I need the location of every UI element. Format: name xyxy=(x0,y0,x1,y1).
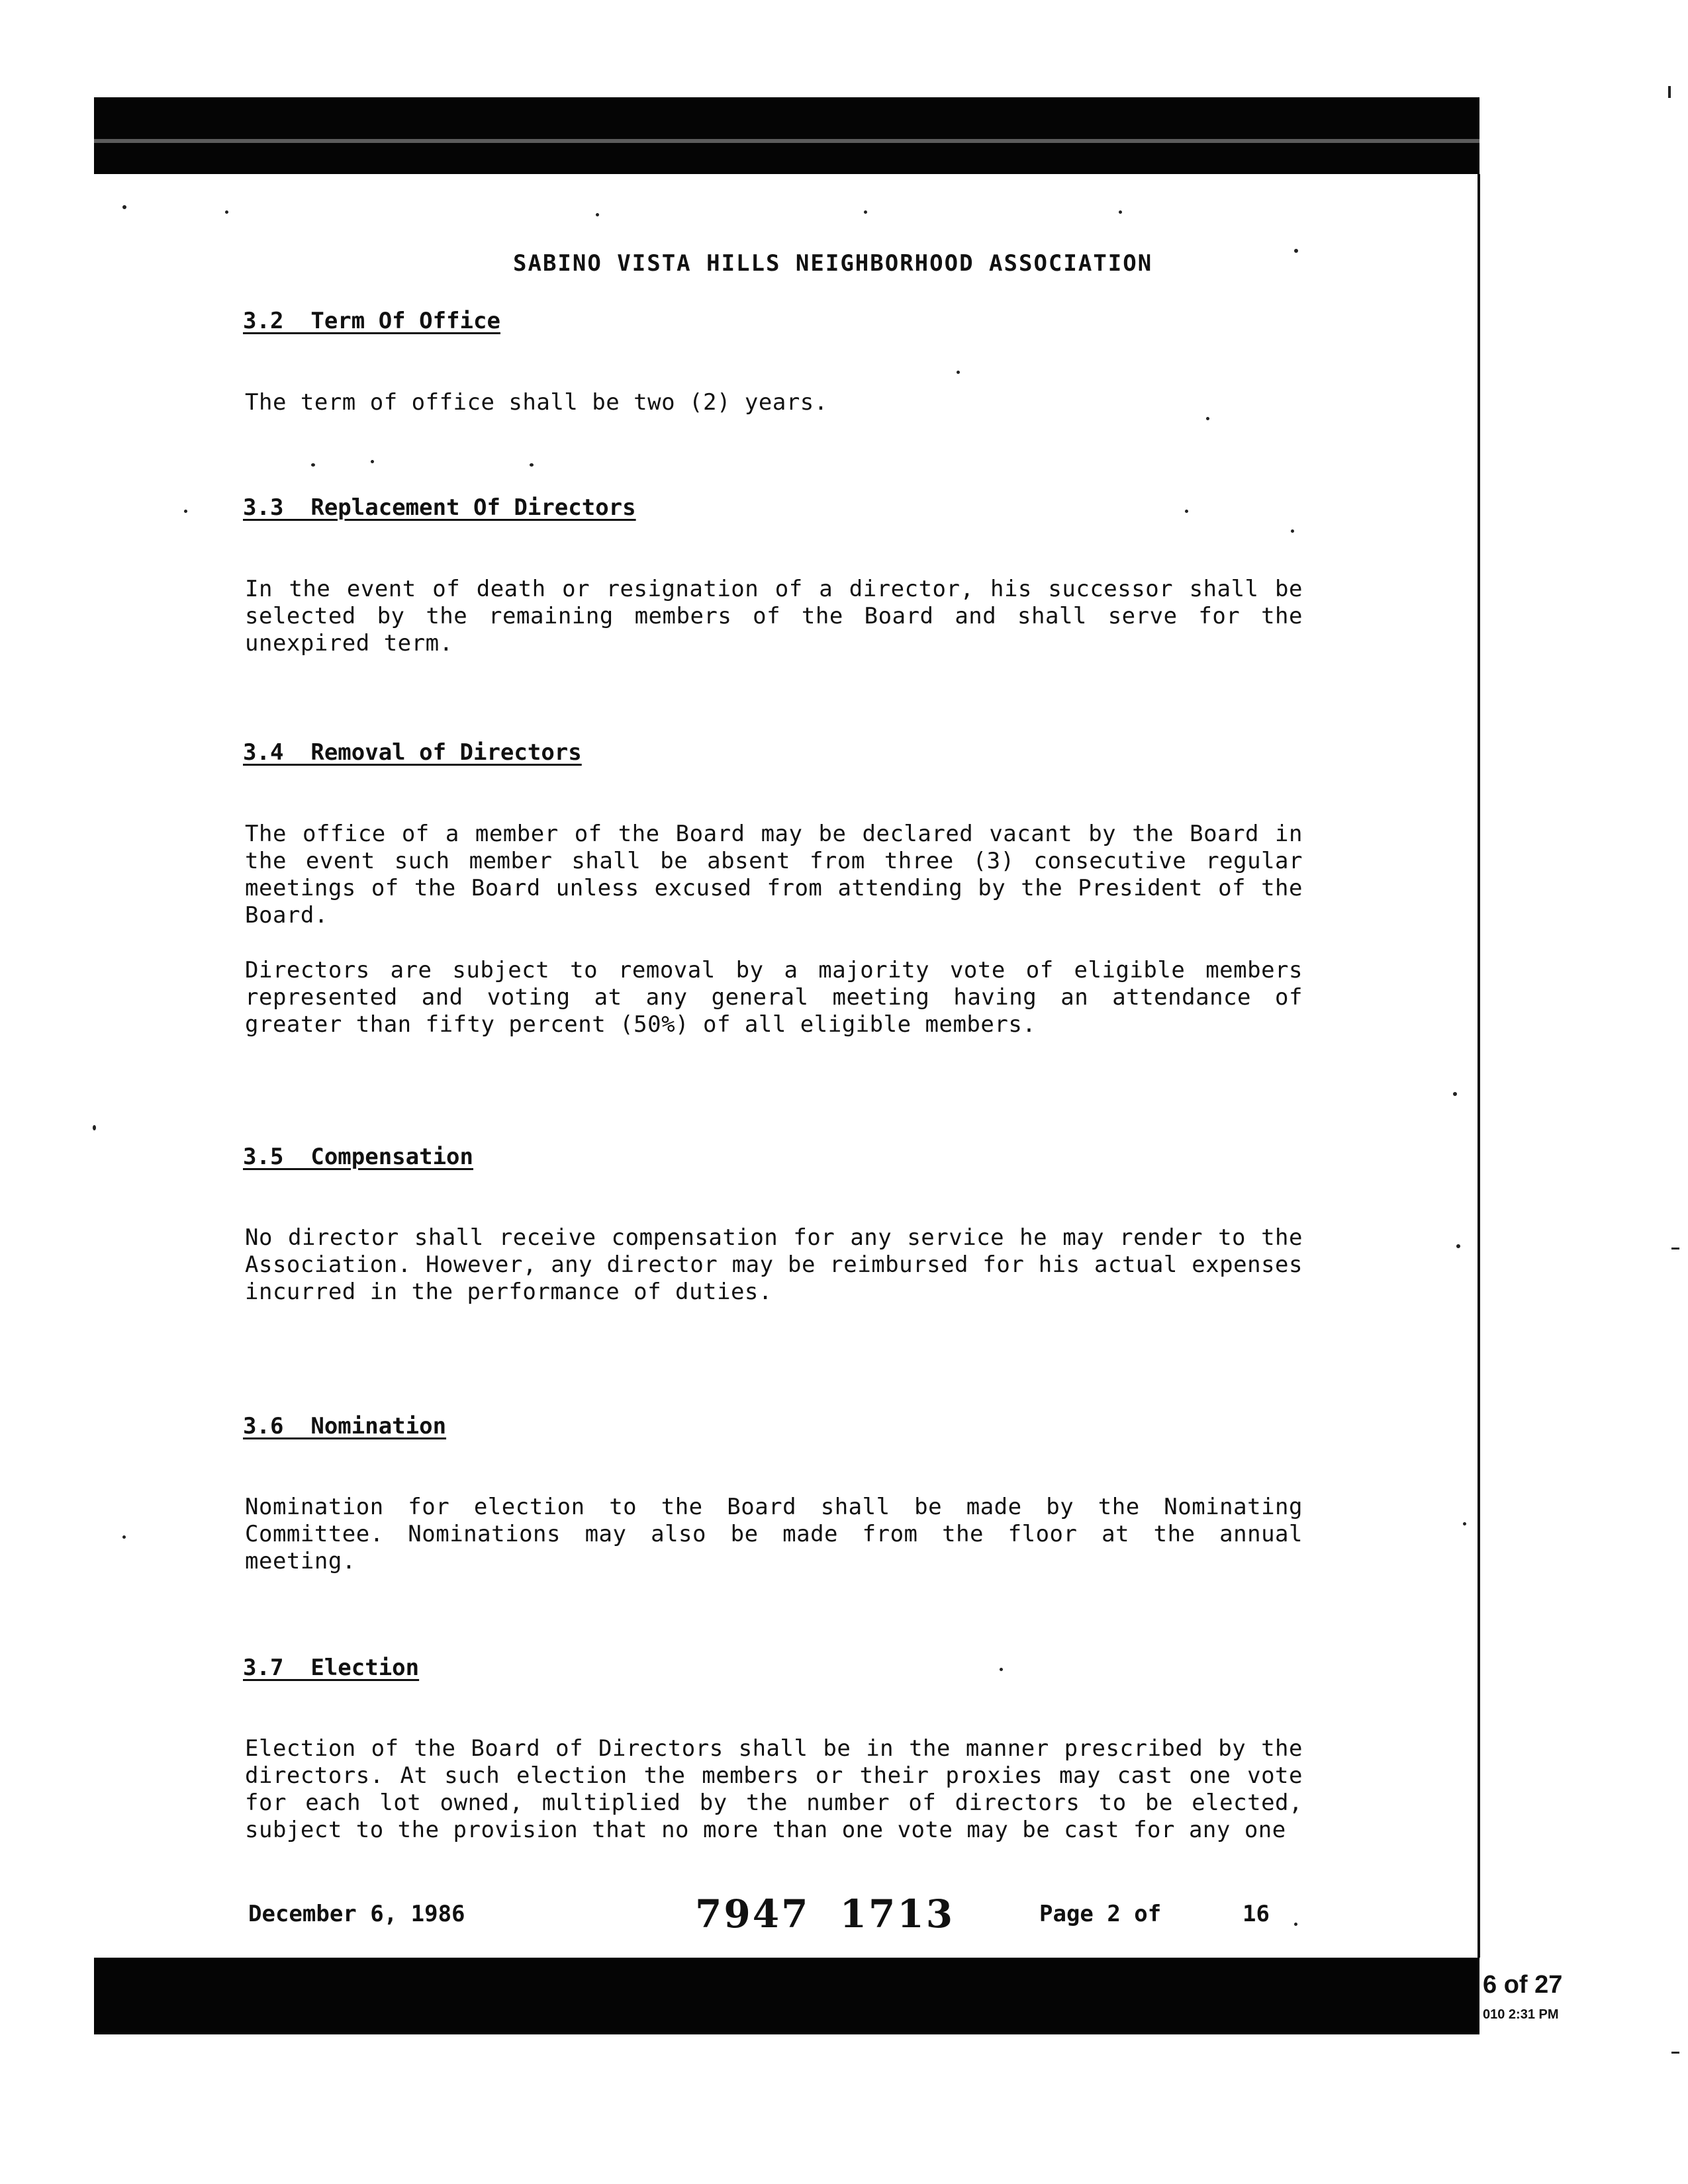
scan-speck xyxy=(1463,1522,1466,1525)
scan-top-band xyxy=(94,139,1479,143)
scan-speck xyxy=(530,463,534,467)
scan-speck xyxy=(1456,1244,1460,1248)
scan-speck xyxy=(1000,1668,1003,1671)
scan-speck xyxy=(1119,210,1122,214)
section-paragraph: Directors are subject to removal by a majority vote of eligible members represented and voting at any general meeting having an attendance of greater than fifty percent (50%) of all eligible members. xyxy=(245,957,1303,1038)
section-heading-election: 3.7 Election xyxy=(243,1655,420,1681)
scan-speck xyxy=(1291,529,1294,533)
document-header: SABINO VISTA HILLS NEIGHBORHOOD ASSOCIATION xyxy=(513,250,1153,277)
scan-top-border xyxy=(94,97,1479,174)
scan-speck xyxy=(1671,1248,1679,1250)
section-heading-compensation: 3.5 Compensation xyxy=(243,1144,473,1170)
footer-page-number: Page 2 of 16 xyxy=(1039,1901,1270,1927)
footer-date: December 6, 1986 xyxy=(248,1901,465,1927)
recording-number: 7947 1713 xyxy=(695,1891,955,1936)
scan-speck xyxy=(1671,2052,1679,2054)
scan-speck xyxy=(184,510,187,513)
section-heading-replacement-of-directors: 3.3 Replacement Of Directors xyxy=(243,494,636,521)
scan-speck xyxy=(93,1125,96,1130)
section-paragraph: The term of office shall be two (2) years. xyxy=(245,389,828,416)
scan-speck xyxy=(122,1535,126,1539)
viewer-timestamp: 010 2:31 PM xyxy=(1483,2007,1559,2022)
scan-speck xyxy=(122,205,126,209)
scan-bottom-border xyxy=(94,1958,1479,2034)
section-paragraph: Election of the Board of Directors shall be in the manner prescribed by the directors. At such election the members or their proxies may cast one vote for each lot owned, multiplied by the number of directors to be elected, subject to the provision that no more than one vote may be cast for any one xyxy=(245,1735,1303,1843)
scan-speck xyxy=(1294,1923,1297,1926)
section-heading-nomination: 3.6 Nomination xyxy=(243,1413,447,1439)
viewer-page-counter: 6 of 27 xyxy=(1483,1971,1563,1999)
section-paragraph: Nomination for election to the Board shall be made by the Nominating Committee. Nominations may also be made from the floor at the annual meeting. xyxy=(245,1494,1303,1574)
section-heading-removal-of-directors: 3.4 Removal of Directors xyxy=(243,739,582,766)
section-heading-term-of-office: 3.2 Term Of Office xyxy=(243,308,500,334)
scan-right-edge xyxy=(1477,174,1480,1958)
scan-speck xyxy=(371,460,374,463)
scan-speck xyxy=(596,213,599,216)
section-paragraph: In the event of death or resignation of a director, his successor shall be selected by the remaining members of the Board and shall serve for the unexpired term. xyxy=(245,576,1303,657)
scan-speck xyxy=(225,210,228,214)
scan-speck xyxy=(864,210,867,214)
section-paragraph: No director shall receive compensation for any service he may render to the Association. However, any director may be reimbursed for his actual expenses incurred in the performance of duties. xyxy=(245,1224,1303,1305)
scan-speck xyxy=(1453,1092,1457,1096)
scan-speck xyxy=(1185,510,1188,513)
scan-speck xyxy=(957,371,960,374)
scan-speck xyxy=(1206,417,1209,420)
scan-speck xyxy=(1668,86,1671,98)
section-paragraph: The office of a member of the Board may be declared vacant by the Board in the event such member shall be absent from three (3) consecutive regular meetings of the Board unless excused from attending by the President of the Board. xyxy=(245,821,1303,929)
scan-speck xyxy=(311,463,315,467)
